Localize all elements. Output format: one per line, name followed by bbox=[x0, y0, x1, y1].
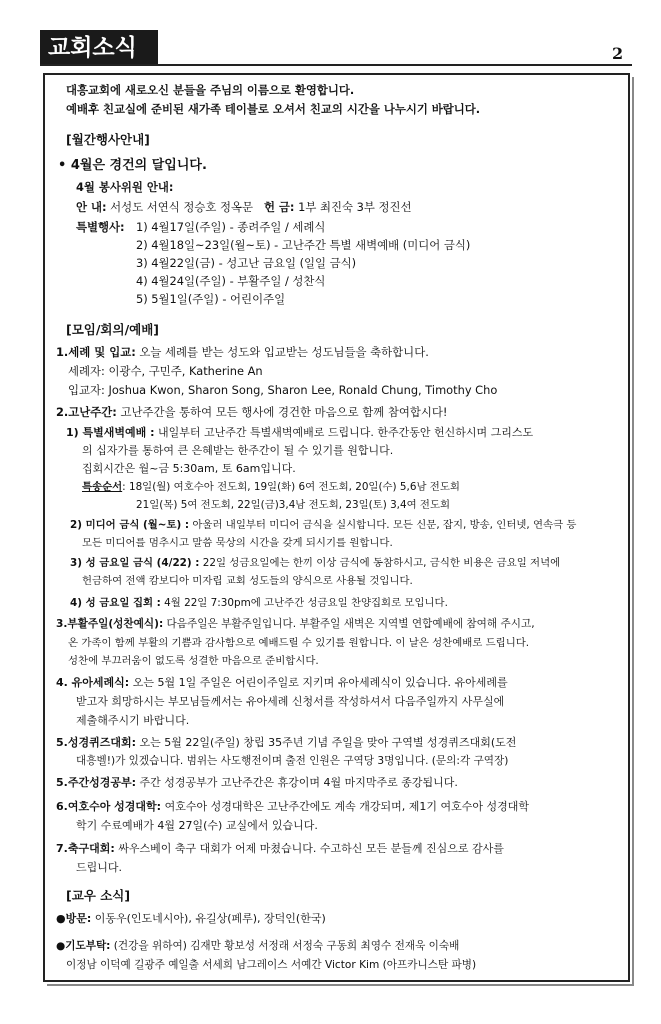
item7-text2: 드립니다. bbox=[76, 861, 123, 874]
meetings-heading: [모임/회의/예배] bbox=[66, 322, 160, 337]
choir-line-1 bbox=[82, 478, 460, 493]
item2-2-text: 아울러 내일부터 미디어 금식을 실시합니다. 모든 신문, 잡지, 방송, 인터넷, 연속극 등 bbox=[189, 519, 577, 531]
offering-label: 헌 금: bbox=[263, 200, 295, 214]
item2-2 bbox=[70, 516, 576, 531]
event-1: 1) 4월17일(주일) - 종려주일 / 세례식 bbox=[136, 220, 326, 234]
item1-confirm: 입교자: Joshua Kwon, Sharon Song, Sharon Lee, Ronald Chung, Timothy Cho bbox=[68, 383, 498, 397]
guide-label: 안 내: bbox=[76, 200, 107, 214]
item7-label: 7.축구대회: bbox=[56, 842, 115, 855]
item2-1-text2: 의 십자가를 통하여 큰 은혜받는 한주간이 될 수 있기를 원합니다. bbox=[82, 444, 394, 457]
item6-label: 6.여호수아 성경대학: bbox=[56, 800, 162, 813]
item3 bbox=[56, 616, 535, 631]
page-number: 2 bbox=[612, 44, 624, 63]
item2-4 bbox=[70, 594, 448, 609]
prayer-text: (건강을 위하여) 김재만 황보성 서정래 서정숙 구동희 최영수 전재욱 이숙배 bbox=[110, 940, 460, 952]
prayer-label: ●기도부탁: bbox=[56, 940, 111, 952]
item4-text3: 제출해주시기 바랍니다. bbox=[76, 714, 190, 727]
item1 bbox=[56, 344, 429, 360]
page-header-title: 교회소식 bbox=[40, 30, 158, 66]
members-heading: [교우 소식] bbox=[66, 888, 131, 903]
visit-text: 이동우(인도네시아), 유길상(페루), 장덕인(한국) bbox=[91, 912, 326, 925]
event-3: 3) 4월22일(금) - 성고난 금요일 (일일 금식) bbox=[136, 256, 357, 270]
prayer-line bbox=[56, 938, 459, 953]
guide-names: 서성도 서연식 정승호 정옥문 bbox=[110, 200, 254, 214]
item3-label: 3.부활주일(성찬예식): bbox=[56, 618, 164, 630]
choir-label: 특송순서 bbox=[82, 481, 123, 493]
item5b-text: 주간 성경공부가 고난주간은 휴강이며 4월 마지막주로 종강됩니다. bbox=[136, 776, 458, 789]
item2-3-text: 22일 성금요일에는 한끼 이상 금식에 동참하시고, 금식한 비용은 금요일 저녁에 bbox=[199, 557, 561, 569]
header-rule bbox=[40, 64, 632, 66]
item2-label: 2.고난주간: bbox=[56, 405, 117, 419]
item2-2-text2: 모든 미디어를 멈추시고 말씀 묵상의 시간을 갖게 되시기를 원합니다. bbox=[82, 537, 393, 549]
item4-text: 오는 5월 1일 주일은 어린이주일로 지키며 유아세례식이 있습니다. 유아세례를 bbox=[129, 676, 508, 689]
event-5: 5) 5월1일(주일) - 어린이주일 bbox=[136, 292, 286, 306]
item2-2-label: 2) 미디어 금식 (월~토) : bbox=[70, 519, 190, 531]
intro-line-2: 예배후 친교실에 준비된 새가족 테이블로 오셔서 친교의 시간을 나누시기 바랍니다. bbox=[66, 102, 481, 116]
item2-text: 고난주간을 통하여 모든 행사에 경건한 마음으로 함께 참여합시다! bbox=[116, 405, 448, 419]
item2-3 bbox=[70, 554, 560, 569]
item2-3-label: 3) 성 금요일 금식 (4/22) : bbox=[70, 557, 200, 569]
item4 bbox=[56, 674, 508, 690]
prayer-text2: 이정남 이덕예 길광주 예일출 서세희 남그레이스 서예간 Victor Kim (아프카니스탄 파병) bbox=[66, 959, 477, 971]
special-label: 특별행사: bbox=[76, 220, 125, 234]
item5 bbox=[56, 734, 516, 750]
item6-text2: 학기 수료예배가 4월 27일(수) 교실에서 있습니다. bbox=[76, 819, 318, 832]
offering-names: 1부 최진숙 3부 정진선 bbox=[298, 200, 412, 214]
item1-text: 오늘 세례를 받는 성도와 입교받는 성도님들을 축하합니다. bbox=[135, 345, 429, 359]
item5-text2: 대흥벨!)가 있겠습니다. 범위는 사도행전이며 출전 인원은 구역당 3명입니다. (문의:각 구역장) bbox=[76, 755, 509, 767]
item1-label: 1.세례 및 입교: bbox=[56, 345, 136, 359]
choir-line-2: 21일(목) 5여 전도회, 22일(금)3,4남 전도회, 23일(토) 3,4여 전도회 bbox=[136, 499, 451, 511]
item6 bbox=[56, 798, 529, 814]
item5-text: 오는 5월 22일(주일) 창립 35주년 기념 주일을 맞아 구역별 성경퀴즈대회(도전 bbox=[136, 736, 517, 749]
event-4: 4) 4월24일(주일) - 부활주일 / 성찬식 bbox=[136, 274, 326, 288]
intro-line-1: 대흥교회에 새로오신 분들을 주님의 이름으로 환영합니다. bbox=[66, 83, 355, 97]
visit-line bbox=[56, 910, 326, 926]
item7-text: 싸우스베이 축구 대회가 어제 마쳤습니다. 수고하신 모든 분들께 진심으로 감사를 bbox=[114, 842, 504, 855]
volunteer-title: 4월 봉사위원 안내: bbox=[76, 180, 174, 194]
item3-text: 다음주일은 부활주일입니다. 부활주일 새벽은 지역별 연합예배에 참여해 주시고, bbox=[163, 618, 535, 630]
monthly-theme: • 4월은 경건의 달입니다. bbox=[58, 158, 207, 173]
item2-1-time: 집회시간은 월~금 5:30am, 토 6am입니다. bbox=[82, 462, 296, 475]
item6-text: 여호수아 성경대학은 고난주간에도 계속 개강되며, 제1기 여호수아 성경대학 bbox=[161, 800, 529, 813]
item2 bbox=[56, 404, 447, 420]
item7 bbox=[56, 840, 504, 856]
volunteer-line bbox=[76, 199, 411, 215]
choir-line-1-text: : 18일(월) 여호수아 전도회, 19일(화) 6여 전도회, 20일(수) 5,6남 전도회 bbox=[122, 481, 460, 493]
visit-label: ●방문: bbox=[56, 912, 92, 925]
item2-4-label: 4) 성 금요일 집회 : bbox=[70, 597, 161, 609]
item2-4-text: 4월 22일 7:30pm에 고난주간 성금요일 찬양집회로 모입니다. bbox=[160, 597, 448, 609]
item2-3-text2: 헌금하여 전액 캄보디아 미자립 교회 성도들의 양식으로 사용될 것입니다. bbox=[82, 575, 413, 587]
item3-text2: 온 가족이 함께 부활의 기쁨과 감사함으로 예배드릴 수 있기를 원합니다. 이 날은 성찬예배로 드립니다. bbox=[68, 637, 530, 649]
item3-text3: 성찬에 부끄러움이 없도록 성결한 마음으로 준비합시다. bbox=[68, 655, 319, 667]
item5-label: 5.성경퀴즈대회: bbox=[56, 736, 136, 749]
item2-1-label: 1) 특별새벽예배 : bbox=[66, 426, 155, 439]
item2-1-text: 내일부터 고난주간 특별새벽예배로 드립니다. 한주간동안 헌신하시며 그리스도 bbox=[154, 426, 534, 439]
item4-label: 4. 유아세례식: bbox=[56, 676, 130, 689]
item1-baptism: 세례자: 이광수, 구민주, Katherine An bbox=[68, 364, 263, 378]
item2-1 bbox=[66, 424, 533, 440]
item5b-label: 5.주간성경공부: bbox=[56, 776, 136, 789]
item4-text2: 받고자 희망하시는 부모님들께서는 유아세례 신청서를 작성하셔서 다음주일까지 사무실에 bbox=[76, 695, 505, 708]
item5b bbox=[56, 774, 458, 790]
event-2: 2) 4월18일~23일(월~토) - 고난주간 특별 새벽예배 (미디어 금식) bbox=[136, 238, 471, 252]
monthly-heading: [월간행사안내] bbox=[66, 132, 150, 147]
